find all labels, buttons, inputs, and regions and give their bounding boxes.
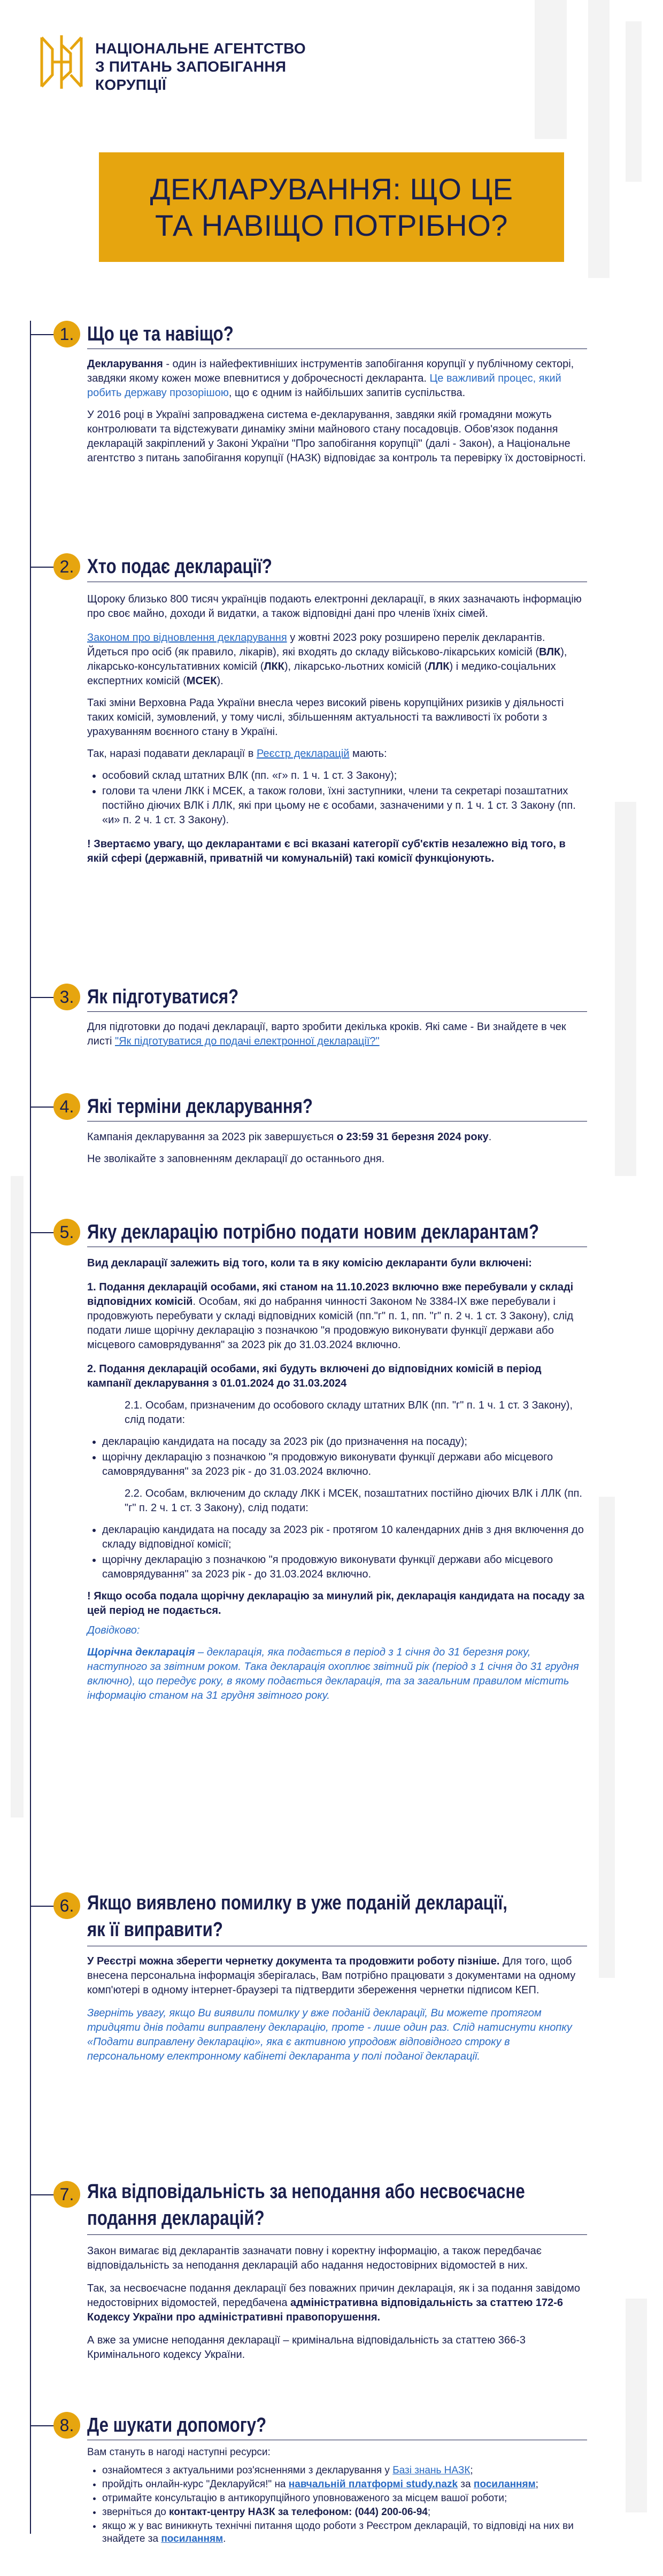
list-item: • голови та члени ЛКК і МСЕК, а також голови, їхні заступники, члени та секретарі позаштатних постійно діючих ВЛК і ЛЛК, які при цьому не є особами, зазначеними у п. 1 ч. 1 ст. 3 Закону (пп. «и» п. 2 ч. 1 ст. 3 Закону). (102, 784, 587, 827)
bullet-list (87, 2464, 587, 2546)
item-heading: 2. Подання декларацій особами, які будуть включені до відповідних комісій в період кампанії декларування з 01.01.2024 до 31.03.2024 (87, 1363, 542, 1389)
paragraph (87, 837, 587, 866)
list-item (102, 2478, 587, 2491)
text: Для підготовки до подачі декларації, варто зробити декілька кроків. Які саме - Ви знайдете в чек листі (87, 1021, 566, 1047)
paragraph (87, 1020, 587, 1049)
section-number: 3. (53, 984, 80, 1010)
list-item (102, 2506, 587, 2519)
paragraph (87, 1954, 587, 1998)
nazk-logo (36, 34, 87, 90)
paragraph: 2.2. Особам, включеним до складу ЛКК і МСЕК, позаштатних постійно діючих ВЛК і ЛЛК (пп. "г" п. 2 ч. 1 ст. 3 Закону), слід подати: (125, 1488, 582, 1514)
tech-support-link[interactable]: посиланням (161, 2533, 223, 2544)
text: ) і медико-соціальних експертних комісій ( (87, 661, 556, 687)
decorative-stripe (599, 1497, 615, 1978)
paragraph: Вам стануть в нагоді наступні ресурси: (87, 2447, 271, 2458)
paragraph: Не зволікайте з заповненням декларації до останнього дня. (87, 1153, 385, 1165)
law-link[interactable]: Законом про відновлення декларування (87, 632, 287, 644)
section-title: Що це та навіщо? (87, 323, 234, 345)
paragraph (87, 2281, 587, 2325)
section-number: 6. (53, 1892, 80, 1919)
agency-name-line: З ПИТАНЬ ЗАПОБІГАННЯ (95, 58, 287, 75)
section-title-line: Яка відповідальність за неподання або несвоєчасне (87, 2180, 525, 2203)
timeline-connector (30, 334, 56, 335)
nazk-logo-icon (36, 34, 87, 90)
section-title (87, 2178, 525, 2232)
section-body (87, 1954, 587, 2071)
abbr: МСЕК (186, 675, 217, 687)
important-note: ! Звертаємо увагу, що декларантами є всі вказані категорії суб'єктів незалежно від того, в якій сфері (державній, приватній чи комунальній) такі комісії функціонують. (87, 838, 566, 864)
registry-link[interactable]: Реєстр декларацій (256, 748, 350, 760)
text: , що є одним із найбільших запитів суспільства. (228, 387, 466, 399)
text: якщо ж у вас виникнуть технічні питання щодо роботи з Реєстром декларацій, то відповіді на них ви знайдете за (102, 2520, 574, 2544)
text: Для того, щоб внесена персональна інформація зберігалась, Вам потрібно працювати з документами на одному комп'ютері в одному інтернет-браузері та підтвердити збереження чернетки підписом КЕП. (87, 1955, 576, 1996)
list-item (102, 2464, 587, 2477)
text: – декларація, яка подається в період з 1 січня до 31 березня року, наступного за звітним роком. Така декларація охоплює звітний рік (період з 1 січня до 31 грудня включно), що передує року, в якому подається декларація, та за загальним правилом містить інформацію станом на 31 грудня звітного року. (87, 1646, 579, 1701)
section-number: 4. (53, 1093, 80, 1120)
timeline-connector (30, 1906, 56, 1907)
section-number: 5. (53, 1219, 80, 1246)
paragraph: У 2016 році в Україні запроваджена система е-декларування, завдяки якій громадяни можуть контролювати та відстежувати динаміку зміни майнового стану посадовців. Обов'язок подання декларацій закріплений у Законі України "Про запобігання корупції" (далі - Закон), а Національне агентство з питань запобігання корупції (НАЗК) відповідає за контроль та перевірку їх достовірності. (87, 409, 586, 464)
paragraph: Щороку близько 800 тисяч українців подають електронні декларації, в яких зазначають інформацію про своє майно, доходи й видатки, а також відповідні дані про членів їхніх сімей. (87, 593, 582, 620)
decorative-stripe (626, 2299, 647, 2512)
abbr: ЛЛК (428, 661, 450, 672)
text: у жовтні 2023 року розширено перелік декларантів. Йдеться про осіб (як правило, лікарів), які входять до складу військово-лікарських комісій ( (87, 632, 545, 658)
bullet-list (87, 769, 587, 827)
text: ). (217, 675, 223, 687)
text: мають: (349, 748, 387, 760)
paragraph: Такі зміни Верховна Рада України внесла через високий рівень корупційних ризиків у діяльності таких комісій, зумовлений, у тому числі, збільшенням актуальності та важливості їх роботи з урахуванням воєнного стану в Україні. (87, 697, 564, 738)
course-link[interactable]: посиланням (473, 2479, 536, 2490)
section-number: 8. (53, 2412, 80, 2439)
paragraph (87, 1589, 587, 1618)
text: . (223, 2533, 226, 2544)
timeline-connector (30, 2194, 56, 2195)
paragraph: 2.1. Особам, призначеним до особового складу штатних ВЛК (пп. "г" п. 1 ч. 1 ст. 3 Закону), слід подати: (125, 1399, 573, 1426)
highlight-link[interactable]: Це важливий процес, який робить державу прозорішою (87, 373, 561, 399)
list-item: • декларацію кандидата на посаду за 2023 рік - протягом 10 календарних днів з дня включення до складу відповідної комісії; (102, 1523, 587, 1552)
text: Так, за несвоєчасне подання декларації без поважних причин декларація, як і за подання завідомо недостовірних відомостей, передбачена (87, 2283, 580, 2309)
page-title (150, 171, 513, 244)
agency-name (95, 40, 306, 94)
text: ; (427, 2507, 431, 2518)
reference-label: Довідково: (87, 1624, 140, 1636)
timeline-connector (30, 997, 56, 998)
item-heading: 1. Подання декларацій особами, які станом на 11.10.2023 включно вже перебували у складі відповідних комісій (87, 1281, 574, 1308)
paragraph: А вже за умисне неподання декларації – кримінальна відповідальність за статтею 366-3 Кримінального кодексу України. (87, 2334, 526, 2361)
decorative-stripe (535, 0, 567, 139)
page-title-line: ТА НАВІЩО ПОТРІБНО? (155, 208, 508, 242)
key-sentence: У Реєстрі можна зберегти чернетку документа та продовжити роботу пізніше. (87, 1955, 500, 1967)
text: ), лікарсько-консультативних комісій ( (87, 646, 567, 672)
abbr: ЛКК (264, 661, 284, 672)
section-body (87, 1256, 587, 1711)
section-body (87, 2244, 587, 2370)
paragraph (87, 1645, 587, 1703)
section-title (87, 1890, 507, 1943)
section-title: Яку декларацію потрібно подати новим декларантам? (87, 1221, 539, 1243)
text: ознайомтеся з актуальними роз'ясненнями з декларування у (102, 2465, 393, 2476)
section-number: 2. (53, 553, 80, 580)
section-divider (87, 2234, 587, 2235)
paragraph: Зверніть увагу, якщо Ви виявили помилку у вже поданій декларації, Ви можете протягом тридцяти днів подати виправлену декларацію, проте - лише один раз. Слід натиснути кнопку «Подати виправлену декларацію», яка є активною упродовж відповідного строку в персональному електронному кабінеті декларанта у полі поданої декларації. (87, 2007, 572, 2062)
paragraph (87, 631, 587, 689)
decorative-stripe (626, 21, 642, 182)
decorative-stripe (615, 802, 636, 1176)
section-body (87, 2446, 587, 2547)
term: Декларування (87, 358, 163, 370)
section-body (87, 1020, 587, 1056)
abbr: ВЛК (539, 646, 561, 658)
checklist-link[interactable]: "Як підготуватися до подачі електронної декларації?" (115, 1035, 380, 1047)
timeline-connector (30, 2425, 56, 2426)
section-title: Хто подає декларації? (87, 555, 272, 578)
paragraph (87, 1280, 587, 1352)
agency-name-line: НАЦІОНАЛЬНЕ АГЕНТСТВО (95, 40, 306, 57)
text: за (458, 2479, 474, 2490)
bullet-list (87, 1523, 587, 1582)
section-divider (87, 1011, 587, 1012)
text: ; (470, 2465, 473, 2476)
page-title-line: ДЕКЛАРУВАННЯ: ЩО ЦЕ (150, 172, 513, 206)
paragraph (87, 1362, 587, 1391)
section-body (87, 357, 587, 473)
timeline-connector (30, 567, 56, 568)
section-title: Де шукати допомогу? (87, 2414, 267, 2436)
text: зверніться до (102, 2507, 169, 2518)
list-item: • декларацію кандидата на посаду за 2023 рік (до призначення на посаду); (102, 1435, 587, 1449)
paragraph (87, 1256, 587, 1271)
text: пройдіть онлайн-курс "Декларуйся!" на (102, 2479, 289, 2490)
section-number: 7. (53, 2181, 80, 2208)
text: - один із найефективніших інструментів запобігання корупції у публічному секторі, завдяки якому кожен може впевнитися у доброчесності декларанта. (87, 358, 574, 384)
section-title-line: Якщо виявлено помилку в уже поданій декларації, (87, 1892, 507, 1914)
text: ), лікарсько-льотних комісій ( (284, 661, 428, 672)
paragraph (87, 1130, 587, 1144)
timeline-connector (30, 1232, 56, 1233)
paragraph (87, 357, 587, 400)
section-number: 1. (53, 321, 80, 347)
section-body (87, 592, 587, 873)
timeline-connector (30, 1107, 56, 1108)
paragraph (87, 747, 587, 761)
timeline-line (30, 321, 31, 2534)
decorative-stripe (11, 1176, 24, 1817)
title-banner (99, 152, 564, 262)
intro-text: Вид декларації залежить від того, коли та в яку комісію декларанти були включені: (87, 1257, 532, 1269)
key-sentence: адміністративна відповідальність за статтею 172-6 Кодексу України про адміністративні правопорушення. (87, 2297, 564, 2323)
list-item: • щорічну декларацію з позначкою "я продовжую виконувати функції держави або місцевого самоврядування" за 2023 рік - до 31.03.2024 включно. (102, 1450, 587, 1479)
section-title-line: подання декларацій? (87, 2207, 265, 2230)
decorative-stripe (588, 0, 610, 278)
agency-name-line: КОРУПЦІЇ (95, 76, 167, 93)
paragraph: Закон вимагає від декларантів зазначати повну і коректну інформацію, а також передбачає відповідальність за неподання декларацій або надання недостовірних відомостей в них. (87, 2245, 542, 2271)
important-note: ! Якщо особа подала щорічну декларацію за минулий рік, декларація кандидата на посаду за цей період не подається. (87, 1590, 584, 1616)
section-title: Як підготуватися? (87, 986, 239, 1008)
list-item (102, 2520, 587, 2546)
section-title: Які терміни декларування? (87, 1095, 313, 1118)
list-item: • особовий склад штатних ВЛК (пп. «г» п. 1 ч. 1 ст. 3 Закону); (102, 769, 587, 783)
text: ; (535, 2479, 538, 2490)
knowledge-base-link[interactable]: Базі знань НАЗК (392, 2465, 471, 2476)
bullet-list (87, 1435, 587, 1479)
text: Так, наразі подавати декларації в (87, 748, 257, 760)
term: Щорічна декларація (87, 1646, 195, 1658)
section-title-line: як її виправити? (87, 1919, 223, 1941)
study-platform-link[interactable]: навчальній платформі study.nazk (288, 2479, 458, 2490)
text: . (488, 1131, 492, 1143)
text: . Особам, які до набрання чинності Законом № 3384-IX вже перебували і продовжують перебувати у складі відповідних комісій (пп."г" п. 1, пп. "г" п. 2 ч. 1 ст. 3 Закону), слід подати лише щорічну декларацію з позначкою "я продовжую виконувати функції держави або місцевого самоврядування" за 2023 рік до 31.03.2024 включно. (87, 1296, 574, 1351)
list-item: • щорічну декларацію з позначкою "я продовжую виконувати функції держави або місцевого самоврядування" за 2023 рік - до 31.03.2024 включно. (102, 1553, 587, 1582)
section-body (87, 1130, 587, 1174)
text: Кампанія декларування за 2023 рік завершується (87, 1131, 337, 1143)
deadline: о 23:59 31 березня 2024 року (336, 1131, 489, 1143)
phone-contact: контакт-центру НАЗК за телефоном: (044) 200-06-94 (169, 2507, 428, 2518)
list-item: • отримайте консультацію в антикорупційного уповноваженого за місцем вашої роботи; (102, 2492, 587, 2505)
